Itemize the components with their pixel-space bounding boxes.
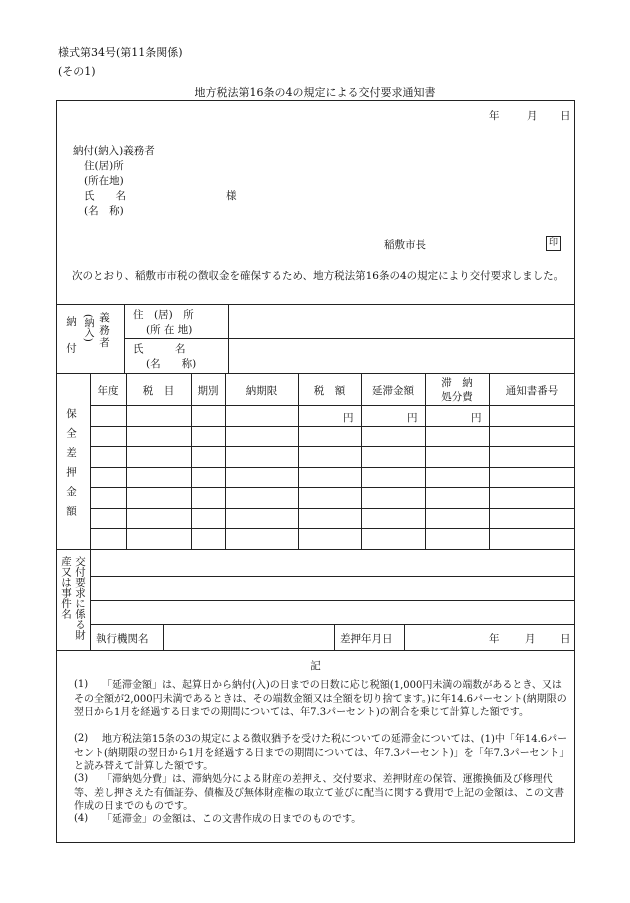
col-header-notice-number: 通知書番号 <box>505 385 559 397</box>
form-frame <box>56 100 575 843</box>
unit-yen-tax: 円 <box>343 412 354 424</box>
note-text: 「延滞金額」は、起算日から納付(入)の日までの日数に応じ税額(1,000円未満の端数があるとき、又はその全額が2,000円未満であるときは、その端数金額又は全額を切り捨てます。)に年14.6パーセント(納期限の翌日から1月を経過する日までの期間については、年7.3パーセント)の割合を乗じて計算した額です。 <box>74 680 567 718</box>
note-number: (2) <box>74 733 89 744</box>
form-number: 様式第34号(第11条関係) <box>58 46 183 59</box>
page-title: 地方税法第16条の4の規定による交付要求通知書 <box>194 86 436 99</box>
note-text: 「滞納処分費」は、滞納処分による財産の差押え、交付要求、差押財産の保管、運搬換価及び修理代等、差し押さえた有価証券、債権及び無体財産権の取立て並びに配当に関する費用で上記の金額は、この文書作成の日までのものです。 <box>74 774 564 812</box>
intro-text: 次のとおり、稲敷市市税の徴収金を確保するため、地方税法第16条の4の規定により交付要求しました。 <box>72 270 565 282</box>
obligor-address-sub: (所 在 地) <box>146 324 193 336</box>
honorific: 様 <box>226 190 237 202</box>
col-header-late-fee: 延滞金額 <box>372 385 414 397</box>
name-label: 氏 名 <box>84 190 126 202</box>
secured-label: 保全差押金額 <box>65 408 77 525</box>
corp-name-label: (名 称) <box>84 205 124 217</box>
seizure-month: 月 <box>525 633 536 645</box>
exec-agency-label: 執行機関名 <box>96 633 149 645</box>
date-month: 月 <box>527 110 538 122</box>
col-header-due-date: 納期限 <box>245 385 278 397</box>
obligor-name-sub: (名 称) <box>146 358 197 370</box>
date-day: 日 <box>560 110 571 122</box>
col-header-period: 期別 <box>197 385 219 397</box>
unit-yen-disposal: 円 <box>471 412 482 424</box>
seizure-date-label: 差押年月日 <box>340 633 393 645</box>
obligor-heading: 納付(納入)義務者 <box>73 145 155 157</box>
note-number: (4) <box>74 813 89 824</box>
col-header-year: 年度 <box>97 385 119 397</box>
address-label: 住(居)所 <box>84 160 124 172</box>
note-number: (1) <box>74 679 89 690</box>
obligor-label-paren: (納入) <box>82 314 93 342</box>
col-header-tax-item: 税 目 <box>142 385 175 397</box>
issuer: 稲敷市長 <box>384 239 426 251</box>
col-header-disposal-cost: 滞 納 処分費 <box>441 377 473 403</box>
note-number: (3) <box>74 773 89 784</box>
date-year: 年 <box>489 110 500 122</box>
seizure-year: 年 <box>489 633 500 645</box>
seal-mark: 印 <box>546 236 561 251</box>
obligor-address-label: 住 (居) 所 <box>133 309 194 321</box>
seizure-day: 日 <box>560 633 571 645</box>
note-text: 「延滞金」の金額は、この文書作成の日までのものです。 <box>102 814 362 825</box>
location-label: (所在地) <box>84 175 124 187</box>
col-header-tax-amount: 税 額 <box>313 385 346 397</box>
obligor-label-right: 義務者 <box>98 312 110 350</box>
note-text: 地方税法第15条の3の規定による徴収猶予を受けた税についての延滞金については、(1)中「年14.6パーセント(納期限の翌日から1月を経過する日までの期間については、年7.3パーセント)」を「年7.3パーセント」と読み替えて計算した額です。 <box>74 734 570 772</box>
notes-title: 記 <box>310 660 321 672</box>
obligor-name-label: 氏 名 <box>133 343 186 355</box>
sub-number: (その1) <box>58 65 96 78</box>
unit-yen-late: 円 <box>407 412 418 424</box>
property-label: 交付要求に係る財産又は事件名 <box>60 556 86 640</box>
obligor-label-left: 納付 <box>65 316 77 369</box>
